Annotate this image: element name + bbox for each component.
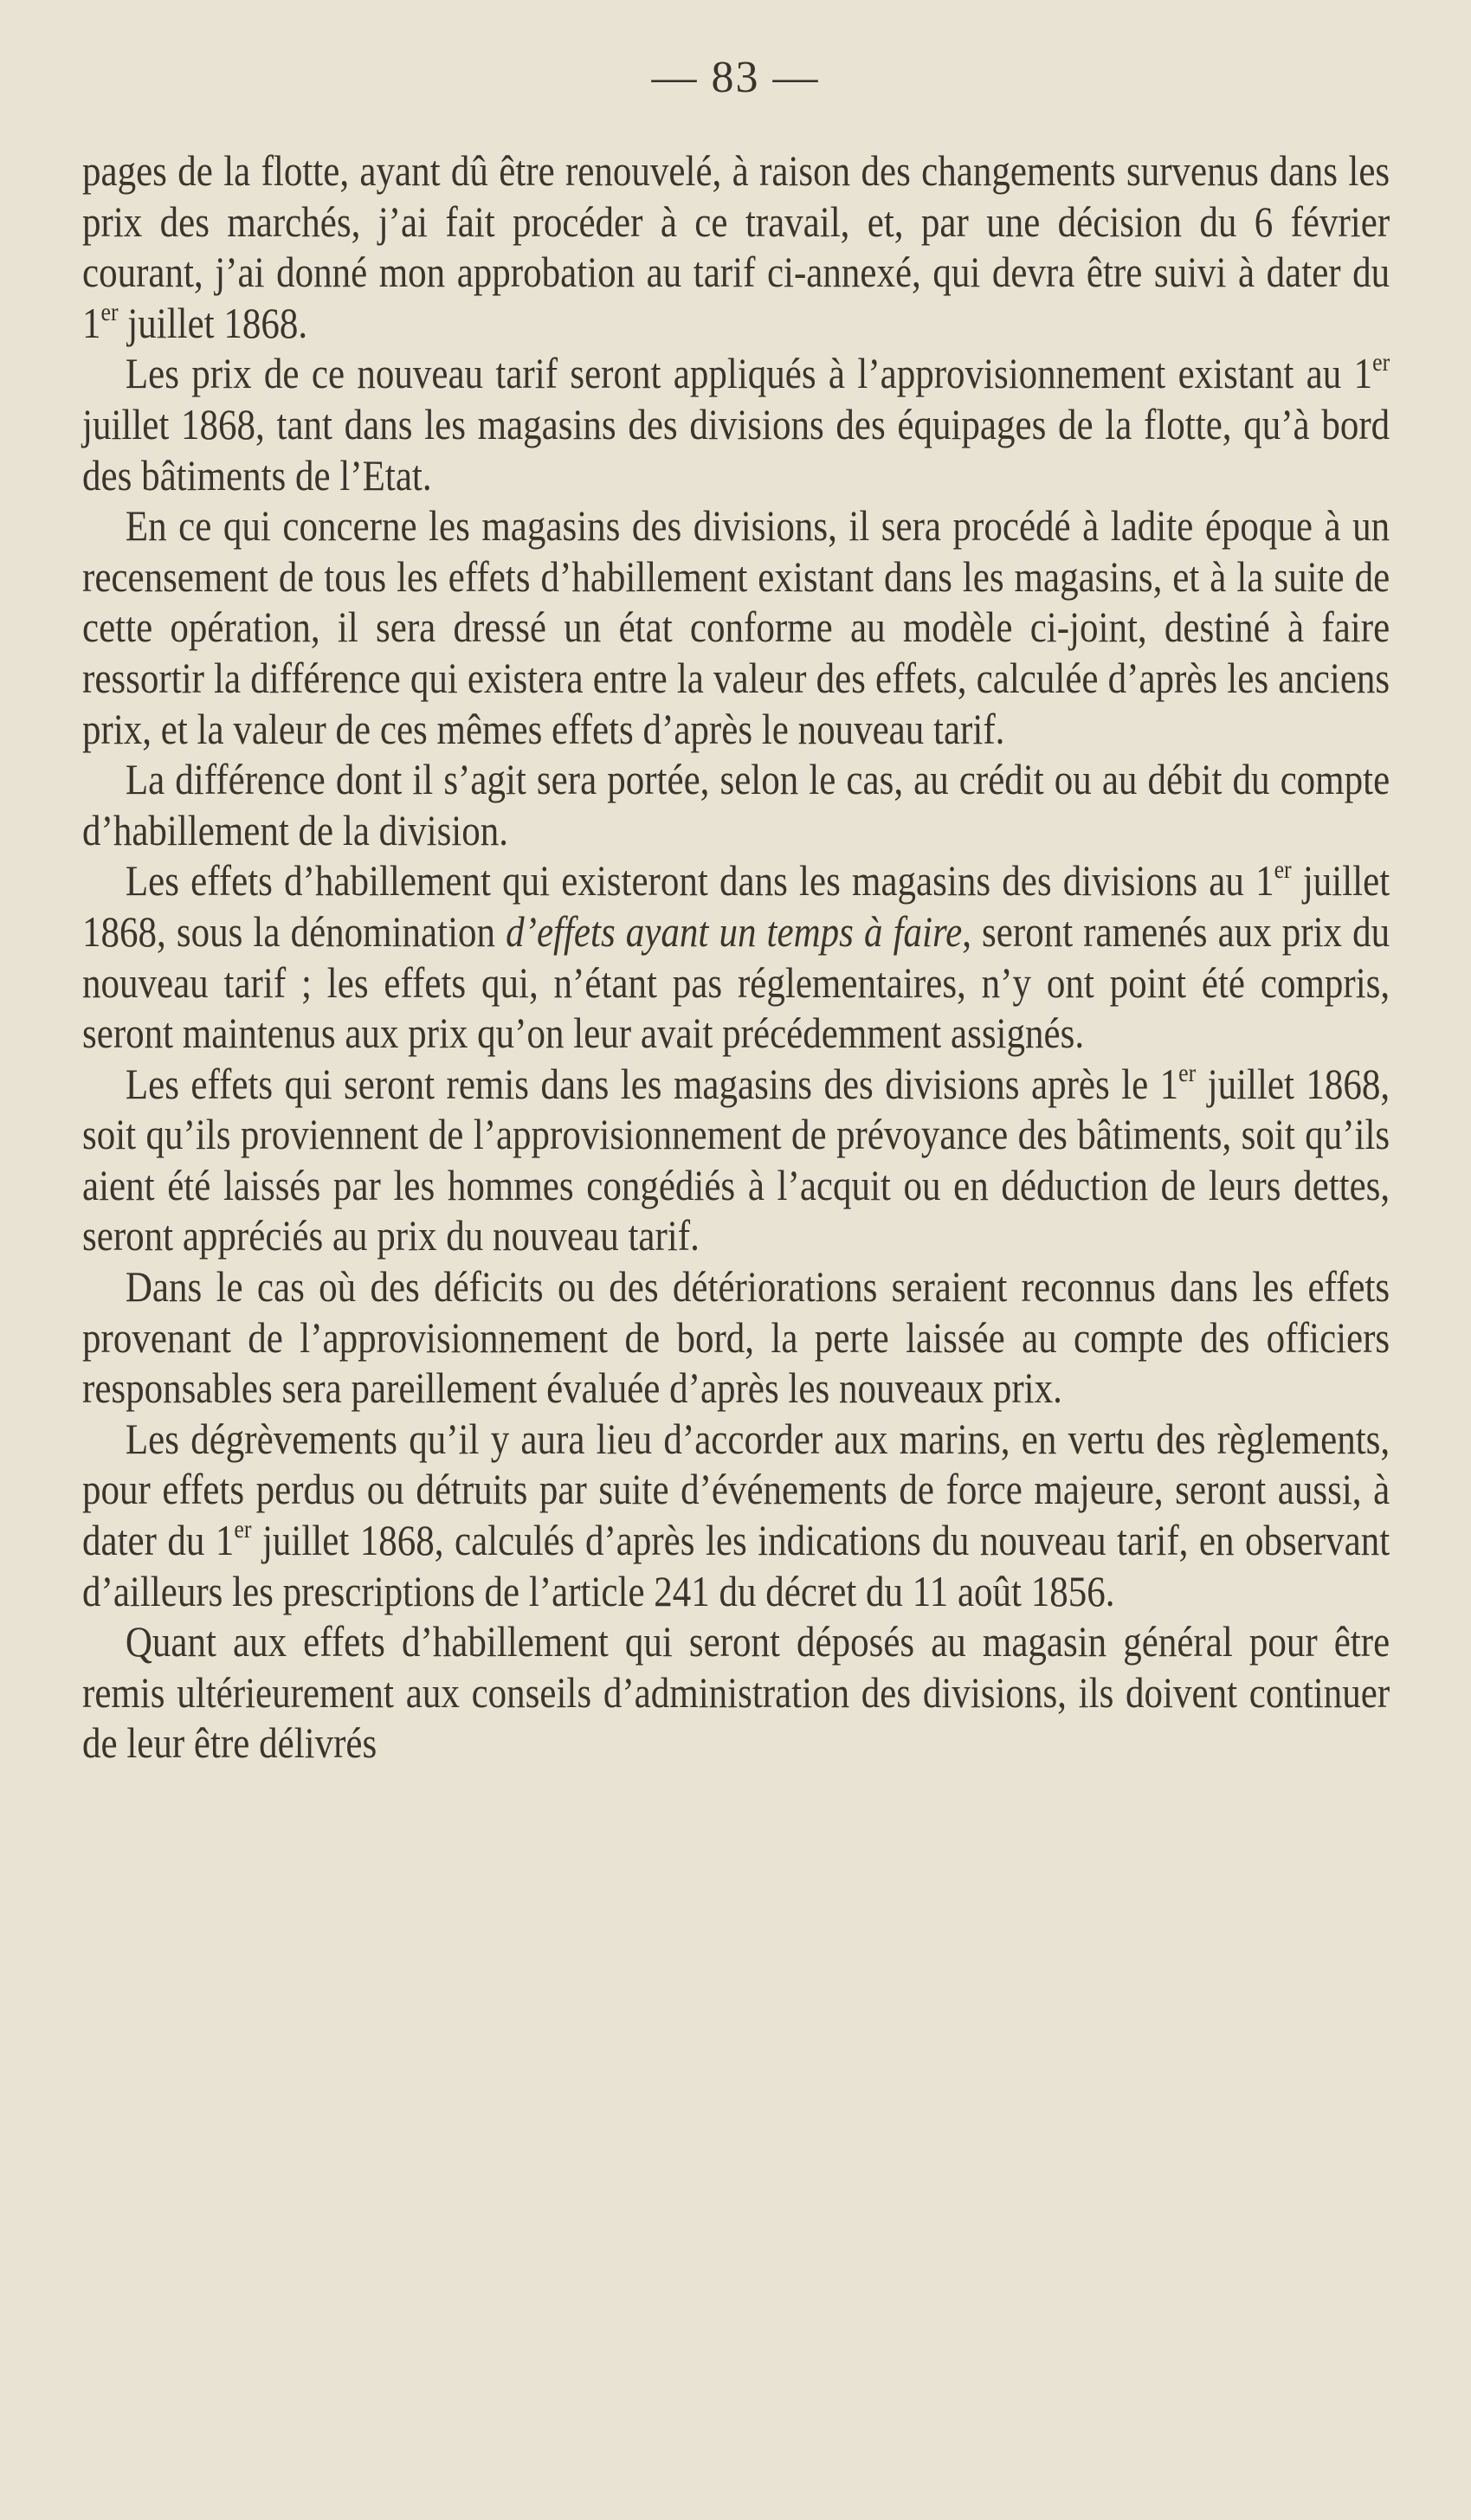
paragraph — [82, 1261, 1390, 1414]
text-run: juillet 1868, tant dans les magasins des divisions des équipages de la flotte, qu’à bord des bâtiments de l’Etat. — [82, 399, 1390, 499]
text-run: juillet 1868. — [118, 298, 308, 347]
superscript: er — [234, 1515, 252, 1544]
italic-phrase: d’effets ayant un temps à faire — [506, 906, 963, 956]
text-run: pages de la flotte, ayant dû être renouvelé, à raison des changements survenus dans les prix des marchés, j’ai fait procéder à ce travail, et, par une décision du 6 février courant, j’ai donné mon approbation au tarif ci-annexé, qui devra être suivi à dater du 1 — [82, 146, 1390, 347]
paragraph — [82, 1616, 1390, 1769]
paragraph — [82, 855, 1390, 1058]
page-number: — 83 — — [651, 53, 820, 102]
superscript: er — [100, 297, 119, 326]
paragraph — [82, 1414, 1390, 1616]
text-run: , seront ramenés aux prix du nouveau tarif ; les effets qui, n’étant pas réglementaires, n’y ont point été compris, seront maintenus aux prix qu’on leur avait précédemment assignés. — [82, 906, 1390, 1058]
paragraph — [82, 1059, 1390, 1261]
text-run: Les effets d’habillement qui existeront dans les magasins des divisions au 1 — [125, 856, 1274, 906]
text-run: En ce qui concerne les magasins des divisions, il sera procédé à ladite époque à un recensement de tous les effets d’habillement existant dans les magasins, et à la suite de cette opération, il sera dressé un état conforme au modèle ci-joint, destiné à faire ressortir la différence qui existera entre la valeur des effets, calculée d’après les anciens prix, et la valeur de ces mêmes effets d’après le nouveau tarif. — [82, 501, 1390, 753]
text-run: La différence dont il s’agit sera portée, selon le cas, au crédit ou au débit du compte d’habillement de la division. — [82, 755, 1390, 854]
text-run: juillet 1868, soit qu’ils proviennent de l’approvisionnement de prévoyance des bâtiments, soit qu’ils aient été laissés par les hommes congédiés à l’acquit ou en déduction de leurs dettes, seront appréciés au prix du nouveau tarif. — [82, 1059, 1390, 1260]
paragraph — [82, 145, 1390, 348]
text-run: Les prix de ce nouveau tarif seront appliqués à l’approvisionnement existant au 1 — [125, 349, 1373, 398]
body-text — [82, 145, 1390, 1769]
superscript: er — [1274, 855, 1292, 885]
paragraph — [82, 754, 1390, 855]
paragraph — [82, 348, 1390, 500]
text-run: juillet 1868, sous la dénomination — [82, 856, 1390, 956]
superscript: er — [1372, 348, 1390, 377]
text-run: Les effets qui seront remis dans les magasins des divisions après le 1 — [125, 1059, 1179, 1108]
text-run: Dans le cas où des déficits ou des détériorations seraient reconnus dans les effets provenant de l’approvisionnement de bord, la perte laissée au compte des officiers responsables sera pareillement évaluée d’après les nouveaux prix. — [82, 1262, 1390, 1413]
paragraph — [82, 500, 1390, 754]
text-run: Quant aux effets d’habillement qui seront déposés au magasin général pour être remis ultérieurement aux conseils d’administration des divisions, ils doivent continuer de leur être délivrés — [82, 1617, 1390, 1768]
text-run: juillet 1868, calculés d’après les indications du nouveau tarif, en observant d’ailleurs les prescriptions de l’article 241 du décret du 11 août 1856. — [82, 1516, 1390, 1615]
text-run: Les dégrèvements qu’il y aura lieu d’accorder aux marins, en vertu des règlements, pour effets perdus ou détruits par suite d’événements de force majeure, seront aussi, à dater du 1 — [82, 1414, 1390, 1565]
superscript: er — [1178, 1058, 1197, 1087]
